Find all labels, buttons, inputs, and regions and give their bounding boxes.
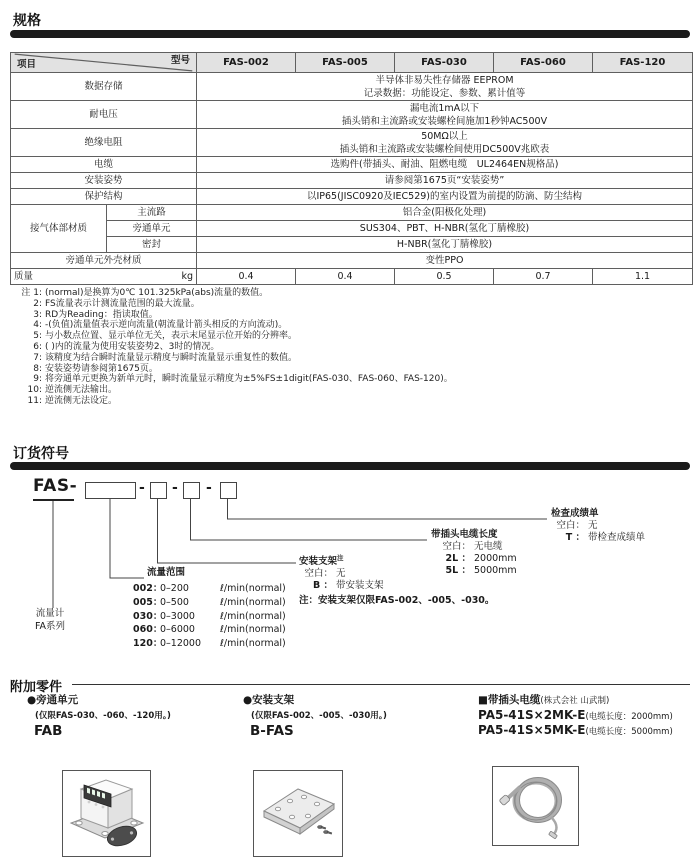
code-box-bracket	[150, 482, 167, 499]
spec-label: 旁通单元外壳材质	[11, 253, 197, 269]
mass-unit: kg	[181, 270, 193, 282]
row-wetted-bypass	[11, 221, 693, 237]
note-line: 2: FS流量表示计测流量范围的最大流量。	[33, 298, 200, 309]
code-dash: -	[172, 480, 178, 496]
spec-value: 铝合金(阳极化处理)	[197, 205, 693, 221]
code-box-cable-length	[183, 482, 200, 499]
cable-image	[492, 766, 579, 846]
part-bypass-unit: ●旁通单元 (仅限FAS-030、-060、-120用。) FAB	[27, 692, 237, 739]
cable-model-1: PA5-41S×2MK-E(电缆长度：2000mm)	[478, 708, 673, 722]
note-line: 7: 该精度为结合瞬时流量显示精度与瞬时流量显示重复性的数值。	[33, 352, 298, 363]
code-dash: -	[139, 480, 145, 496]
note-line: 注 1: (normal)是换算为0℃ 101.325kPa(abs)流量的数值。	[21, 288, 269, 298]
model-header: FAS-060	[494, 53, 593, 73]
spec-label: 电缆	[11, 157, 197, 173]
part-model: B-FAS	[250, 723, 294, 739]
part-mounting-bracket: ●安装支架 (仅限FAS-002、-005、-030用。) B-FAS	[243, 692, 453, 739]
corner-model-label: 型号	[170, 55, 190, 66]
spec-value: 半导体非易失性存储器 EEPROM 记录数据：功能设定、参数、累计值等	[197, 73, 693, 101]
note-line: 6: ( )内的流量为使用安装姿势2、3时的情况。	[33, 341, 220, 352]
note-line: 9: 将旁通单元更换为新单元时，瞬时流量显示精度为±5%FS±1digit(FAS-030、FAS-060、FAS-120)。	[33, 374, 453, 385]
spec-value: SUS304、PBT、H-NBR(氢化丁腈橡胶)	[197, 221, 693, 237]
mass-value: 1.1	[593, 269, 693, 285]
bullet-icon: ●	[243, 694, 253, 706]
flow-range-item: 120： 0–12000 ℓ/min(normal)	[133, 638, 286, 650]
code-box-certificate	[220, 482, 237, 499]
spec-sublabel: 主流路	[107, 205, 197, 221]
model-header: FAS-002	[197, 53, 296, 73]
bullet-icon: ■	[478, 694, 488, 706]
part-limit: (仅限FAS-002、-005、-030用。)	[251, 711, 387, 721]
flow-range-item: 002： 0–200 ℓ/min(normal)	[133, 583, 286, 594]
cable-maker: (株式会社 山武制)	[540, 696, 610, 706]
spec-table-header-row	[11, 53, 693, 73]
row-cable	[11, 157, 693, 173]
bypass-unit-image	[62, 770, 151, 857]
row-wetted-main	[11, 205, 693, 221]
prefix-underline	[33, 499, 74, 501]
parts-title-rule	[72, 684, 690, 685]
row-wetted-seal	[11, 237, 693, 253]
part-model: FAB	[34, 723, 63, 739]
spec-label: 保护结构	[11, 189, 197, 205]
model-header: FAS-030	[395, 53, 494, 73]
spec-label: 安装姿势	[11, 173, 197, 189]
mass-value: 0.4	[296, 269, 395, 285]
code-box-flow-range	[85, 482, 136, 499]
spec-sublabel: 密封	[107, 237, 197, 253]
spec-value: 请参阅第1675页“安装姿势”	[197, 173, 693, 189]
note-line: 8: 安装姿势请参阅第1675页。	[33, 363, 158, 374]
spec-label: 耐电压	[11, 101, 197, 129]
spec-value: 50MΩ以上 插头销和主流路或安装螺栓间使用DC500V兆欧表	[197, 129, 693, 157]
spec-label: 数据存储	[11, 73, 197, 101]
row-insulation-resistance	[11, 129, 693, 157]
model-header: FAS-120	[593, 53, 693, 73]
spec-label: 绝缘电阻	[11, 129, 197, 157]
note-line: 11: 逆流侧无法设定。	[27, 395, 118, 406]
ordering-prefix: FAS-	[33, 476, 78, 496]
spec-value: 变性PPO	[197, 253, 693, 269]
spec-value: 选购件(带插头、耐油、阻燃电缆 UL2464EN规格品)	[197, 157, 693, 173]
flow-range-item: 030： 0–3000 ℓ/min(normal)	[133, 610, 286, 622]
row-mounting-posture	[11, 173, 693, 189]
bracket-note-marker: 注	[337, 554, 344, 562]
note-line: 5: 与小数点位置、显示单位无关，表示末尾显示位开始的分辨率。	[33, 331, 298, 342]
flow-range-item: 005： 0–500 ℓ/min(normal)	[133, 596, 286, 608]
spec-label: 质量 kg	[11, 269, 197, 285]
mass-value: 0.7	[494, 269, 593, 285]
corner-item-label: 项目	[17, 58, 37, 70]
part-cable: ■带插头电缆(株式会社 山武制) PA5-41S×2MK-E(电缆长度：2000mm) PA5-41S×5MK-E(电缆长度：5000mm)	[478, 692, 693, 737]
model-header: FAS-005	[296, 53, 395, 73]
ordering-section	[0, 440, 700, 678]
spec-value: 漏电流1mA以下 插头销和主流路或安装螺栓间施加1秒钟AC500V	[197, 101, 693, 129]
mass-value: 0.5	[395, 269, 494, 285]
row-mass	[11, 269, 693, 285]
row-case-material	[11, 253, 693, 269]
flow-range-item: 060： 0–6000 ℓ/min(normal)	[133, 624, 286, 636]
specs-section-bar	[10, 30, 690, 38]
spec-corner-cell	[11, 53, 197, 73]
spec-notes	[14, 288, 453, 407]
flowmeter-callout: 流量计 FA系列	[34, 608, 66, 632]
bullet-icon: ●	[27, 694, 37, 706]
flow-range-callout: 流量范围 002： 0–200 ℓ/min(normal) 005： 0–500 ℓ/min(normal) 030： 0–3000 ℓ/min(normal) 060： 0–6000 ℓ/min(normal) 120： 0–12000 ℓ/min(normal)	[133, 567, 286, 650]
code-dash: -	[206, 480, 212, 496]
note-line: 10: 逆流侧无法输出。	[27, 385, 118, 396]
part-limit: (仅限FAS-030、-060、-120用。)	[35, 711, 171, 721]
spec-sublabel: 旁通单元	[107, 221, 197, 237]
diagonal-divider	[11, 53, 196, 72]
row-withstand-voltage	[11, 101, 693, 129]
bracket-callout: 安装支架$^注$ 空白： 无 B ： 带安装支架 注：安装支架仅限FAS-002、-005、-030。	[299, 554, 495, 607]
specs-section-title: 规格	[13, 13, 41, 29]
bracket-restriction-note: 注：安装支架仅限FAS-002、-005、-030。	[299, 595, 495, 607]
certificate-callout: 检查成绩单 空白： 无 T ： 带检查成绩单	[551, 508, 646, 543]
spec-table	[10, 52, 693, 285]
cable-length-callout: 带插头电缆长度 空白： 无电缆 2L ： 2000mm 5L ： 5000mm	[431, 529, 517, 576]
note-line: 4: -(负值)流量值表示逆向流量(朝流量计箭头相反的方向流动)。	[33, 320, 288, 331]
parts-section-title: 附加零件	[10, 680, 63, 695]
spec-value: 以IP65(JISC0920及IEC529)的室内设置为前提的防滴、防尘结构	[197, 189, 693, 205]
cable-model-2: PA5-41S×5MK-E(电缆长度：5000mm)	[478, 723, 673, 737]
mass-value: 0.4	[197, 269, 296, 285]
spec-label: 接气体部材质	[11, 205, 107, 253]
mounting-bracket-image	[253, 770, 343, 857]
note-line: 3: RD为Reading：指读取值。	[33, 309, 158, 320]
ordering-section-title: 订货符号	[13, 446, 69, 462]
row-protection	[11, 189, 693, 205]
spec-value: H-NBR(氢化丁腈橡胶)	[197, 237, 693, 253]
row-data-storage	[11, 73, 693, 101]
